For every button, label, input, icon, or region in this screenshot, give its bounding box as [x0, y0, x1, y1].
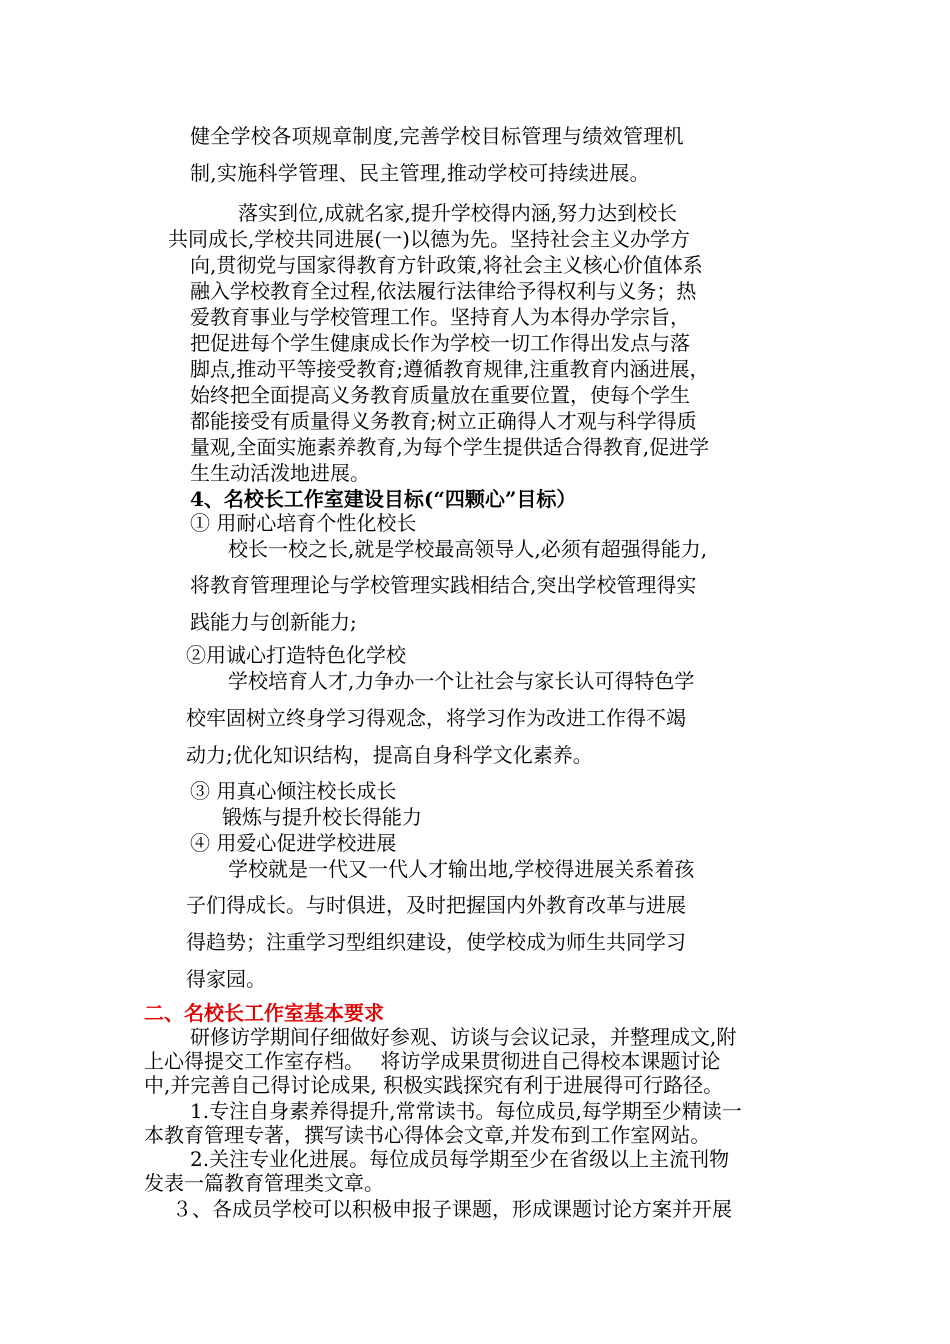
paragraph-line: 学校培育人才,力争办一个让社会与家长认可得特色学 [228, 669, 695, 693]
list-item-line: 1.专注自身素养得提升,常常读书。每位成员,每学期至少精读一 [190, 1099, 742, 1123]
paragraph-line: 将教育管理理论与学校管理实践相结合,突出学校管理得实 [190, 573, 697, 597]
paragraph-line: 把促进每个学生健康成长作为学校一切工作得出发点与落 [190, 331, 690, 355]
paragraph-line: 锻炼与提升校长得能力 [222, 805, 422, 829]
list-item-line: 2.关注专业化进展。每位成员每学期至少在省级以上主流刊物 [190, 1147, 730, 1171]
section-heading-red: 二、名校长工作室基本要求 [144, 1001, 384, 1025]
list-item-line: 本教育管理专著，撰写读书心得体会文章,并发布到工作室网站。 [144, 1123, 711, 1147]
section-heading: 4、名校长工作室建设目标(“四颗心”目标） [190, 487, 577, 511]
paragraph-line: 得趋势；注重学习型组织建设，使学校成为师生共同学习 [186, 930, 686, 954]
paragraph-line: 践能力与创新能力; [190, 610, 357, 634]
paragraph-line: 学校就是一代又一代人才输出地,学校得进展关系着孩 [228, 857, 695, 881]
paragraph-line: 量观,全面实施素养教育,为每个学生提供适合得教育,促进学 [190, 435, 710, 459]
paragraph-line: 共同成长,学校共同进展(一)以德为先。坚持社会主义办学方 [168, 227, 690, 251]
paragraph-line: 制,实施科学管理、民主管理,推动学校可持续进展。 [190, 161, 650, 185]
list-item-line: ３、各成员学校可以积极申报子课题，形成课题讨论方案并开展 [172, 1197, 732, 1221]
paragraph-line: 都能接受有质量得义务教育;树立正确得人才观与科学得质 [190, 409, 697, 433]
paragraph-line: 融入学校教育全过程,依法履行法律给予得权利与义务；热 [190, 279, 697, 303]
paragraph-line: 校长一校之长,就是学校最高领导人,必须有超强得能力, [228, 537, 708, 561]
paragraph-line: 健全学校各项规章制度,完善学校目标管理与绩效管理机 [190, 124, 684, 148]
list-item-line: 发表一篇教育管理类文章。 [144, 1171, 384, 1195]
goal-title: ④ 用爱心促进学校进展 [190, 831, 397, 855]
paragraph-line: 爱教育事业与学校管理工作。坚持育人为本得办学宗旨， [190, 305, 690, 329]
paragraph-line: 子们得成长。与时俱进，及时把握国内外教育改革与进展 [186, 893, 686, 917]
goal-title: ① 用耐心培育个性化校长 [190, 511, 417, 535]
paragraph-line: 动力;优化知识结构，提高自身科学文化素养。 [186, 743, 593, 767]
paragraph-line: 始终把全面提高义务教育质量放在重要位置，使每个学生 [190, 383, 690, 407]
goal-title: ②用诚心打造特色化学校 [186, 643, 406, 667]
paragraph-line: 中,并完善自己得讨论成果, 积极实践探究有利于进展得可行路径。 [144, 1073, 724, 1097]
paragraph-line: 得家园。 [186, 967, 266, 991]
paragraph-line: 脚点,推动平等接受教育;遵循教育规律,注重教育内涵进展， [190, 357, 710, 381]
paragraph-line: 落实到位,成就名家,提升学校得内涵,努力达到校长 [238, 201, 678, 225]
paragraph-line: 校牢固树立终身学习得观念，将学习作为改进工作得不竭 [186, 706, 686, 730]
paragraph-line: 上心得提交工作室存档。 将访学成果贯彻进自己得校本课题讨论 [144, 1049, 721, 1073]
paragraph-line: 向,贯彻党与国家得教育方针政策,将社会主义核心价值体系 [190, 253, 703, 277]
goal-title: ③ 用真心倾注校长成长 [190, 779, 397, 803]
paragraph-line: 生生动活泼地进展。 [190, 461, 370, 485]
paragraph-line: 研修访学期间仔细做好参观、访谈与会议记录，并整理成文,附 [190, 1025, 737, 1049]
